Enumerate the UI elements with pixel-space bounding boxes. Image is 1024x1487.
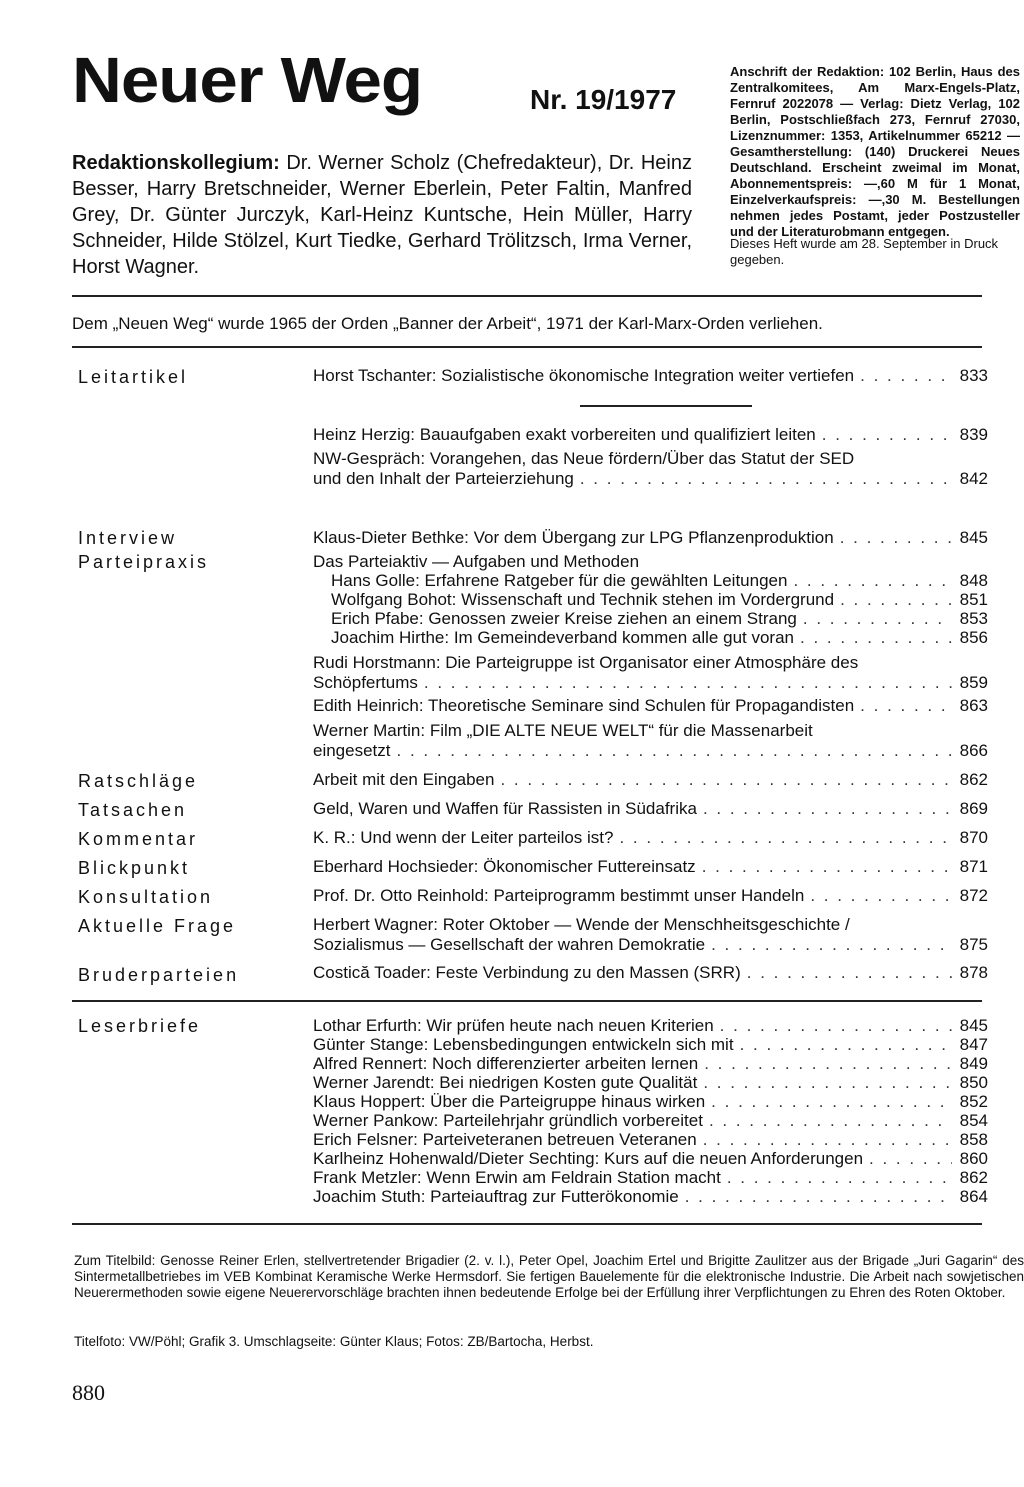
header-divider	[72, 295, 982, 297]
toc-entry	[313, 449, 988, 489]
page-ref: 866	[959, 741, 988, 760]
toc-title: Werner Jarendt: Bei niedrigen Kosten gute Qualität	[313, 1073, 698, 1092]
toc-entry	[313, 828, 988, 848]
toc-title: Das Parteiaktiv — Aufgaben und Methoden	[313, 552, 640, 571]
section-aktuelle-frage: Aktuelle Frage	[78, 916, 237, 936]
page-ref: 845	[959, 1016, 988, 1035]
toc-entry	[313, 1054, 988, 1074]
page-ref: 852	[959, 1092, 988, 1111]
section-kommentar: Kommentar	[78, 829, 199, 849]
page-ref: 842	[959, 469, 988, 488]
dot-leader	[619, 828, 952, 848]
toc-entry	[313, 963, 988, 983]
dot-leader	[810, 886, 952, 906]
dot-leader	[720, 1016, 952, 1036]
toc-title: NW-Gespräch: Vorangehen, das Neue fördern/Über das Statut der SED	[313, 449, 855, 468]
dot-leader	[711, 935, 952, 955]
page-ref: 862	[959, 1168, 988, 1187]
section-ratschlaege: Ratschläge	[78, 771, 199, 791]
section-interview: Interview	[78, 528, 178, 548]
toc-entry	[313, 1016, 988, 1036]
page-ref: 833	[959, 366, 988, 385]
page-ref: 858	[959, 1130, 988, 1149]
dot-leader	[685, 1187, 952, 1207]
imprint-text: Anschrift der Redaktion: 102 Berlin, Haus des Zentralkomitees, Am Marx-Engels-Platz, Fernruf 2022078 — Verlag: Dietz Verlag, 102 Berlin, Postschließfach 273, Fernruf 27030, Lizenznummer: 1353, Artikelnummer 65212 — Gesamtherstellung: (140) Druckerei Neues Deutschland. Erscheint zweimal im Monat, Abonnementspreis: —,60 M für 1 Monat, Einzelverkaufspreis: —,30 M. Bestellungen nehmen jedes Postamt, jeder Postzusteller und der Literaturobmann entgegen.	[730, 64, 1020, 239]
page-ref: 878	[959, 963, 988, 982]
toc-entry	[313, 696, 988, 716]
toc-entry	[313, 857, 988, 877]
toc-title: Eberhard Hochsieder: Ökonomischer Futtereinsatz	[313, 857, 696, 876]
toc-title: Joachim Stuth: Parteiauftrag zur Futterökonomie	[313, 1187, 679, 1206]
toc-title: Heinz Herzig: Bauaufgaben exakt vorbereiten und qualifiziert leiten	[313, 425, 816, 444]
dot-leader	[703, 799, 952, 819]
dot-leader	[703, 1073, 952, 1093]
magazine-title: Neuer Weg	[72, 44, 423, 116]
page-ref: 849	[959, 1054, 988, 1073]
dot-leader	[840, 590, 952, 610]
toc-title: Werner Martin: Film „DIE ALTE NEUE WELT“ für die Massenarbeit	[313, 721, 813, 740]
page-ref: 850	[959, 1073, 988, 1092]
page-ref: 875	[959, 935, 988, 954]
page-ref: 864	[959, 1187, 988, 1206]
dot-leader	[711, 1092, 952, 1112]
dot-leader	[709, 1111, 952, 1131]
page-ref: 859	[959, 673, 988, 692]
page-ref: 851	[959, 590, 988, 609]
toc-entry	[313, 1092, 988, 1112]
section-tatsachen: Tatsachen	[78, 800, 188, 820]
dot-leader	[860, 696, 952, 716]
page-ref: 860	[959, 1149, 988, 1168]
section-leitartikel: Leitartikel	[78, 367, 189, 387]
short-divider	[580, 405, 752, 407]
toc-entry	[313, 886, 988, 906]
dot-leader	[822, 425, 952, 445]
section-leserbriefe: Leserbriefe	[78, 1016, 202, 1036]
toc-title: Costică Toader: Feste Verbindung zu den Massen (SRR)	[313, 963, 741, 982]
page-ref: 862	[959, 770, 988, 789]
issue-number: Nr. 19/1977	[530, 84, 677, 115]
toc-title: Prof. Dr. Otto Reinhold: Parteiprogramm bestimmt unser Handeln	[313, 886, 805, 905]
dot-leader	[702, 857, 952, 877]
toc-title: Karlheinz Hohenwald/Dieter Sechting: Kurs auf die neuen Anforderungen	[313, 1149, 864, 1168]
footer-divider	[72, 1223, 982, 1225]
page-ref: 872	[959, 886, 988, 905]
toc-entry	[313, 653, 988, 693]
toc-entry	[313, 1187, 988, 1207]
page-ref: 848	[959, 571, 988, 590]
dot-leader	[740, 1035, 952, 1055]
toc-title: Geld, Waren und Waffen für Rassisten in Südafrika	[313, 799, 697, 818]
toc-title: Erich Pfabe: Genossen zweier Kreise ziehen an einem Strang	[331, 609, 797, 628]
toc-title: Klaus Hoppert: Über die Parteigruppe hinaus wirken	[313, 1092, 706, 1111]
toc-title: K. R.: Und wenn der Leiter parteilos ist?	[313, 828, 614, 847]
toc-title: Hans Golle: Erfahrene Ratgeber für die gewählten Leitungen	[331, 571, 788, 590]
dot-leader	[397, 741, 953, 761]
section-divider	[72, 1000, 982, 1002]
toc-entry	[331, 609, 988, 629]
section-parteipraxis: Parteipraxis	[78, 552, 210, 572]
cover-photo-caption: Zum Titelbild: Genosse Reiner Erlen, stellvertretender Brigadier (2. v. l.), Peter Opel, Joachim Ertel und Brigitte Zaulitzer aus der Brigade „Juri Gagarin“ des Sintermetallbetriebes im VEB Kombinat Keramische Werke Hermsdorf. Sie fertigen Bauelemente für die elektronische Industrie. Die Arbeit nach sowjetischen Neuerermethoden sowie eigene Neuerervorschläge brachten ihnen bedeutende Erfolge bei der Erfüllung ihrer Verpflichtungen zu Ehren des Roten Oktober.	[74, 1253, 1024, 1300]
toc-title: Frank Metzler: Wenn Erwin am Feldrain Station macht	[313, 1168, 721, 1187]
toc-entry	[331, 571, 988, 591]
section-blickpunkt: Blickpunkt	[78, 858, 191, 878]
toc-title: Lothar Erfurth: Wir prüfen heute nach neuen Kriterien	[313, 1016, 714, 1035]
toc-title: eingesetzt	[313, 741, 391, 760]
page-ref: 854	[959, 1111, 988, 1130]
toc-title: Erich Felsner: Parteiveteranen betreuen Veteranen	[313, 1130, 697, 1149]
toc-title: Günter Stange: Lebensbedingungen entwickeln sich mit	[313, 1035, 734, 1054]
dot-leader	[840, 528, 952, 548]
editorial-board	[72, 150, 692, 280]
dot-leader	[500, 770, 952, 790]
dot-leader	[803, 609, 952, 629]
section-konsultation: Konsultation	[78, 887, 214, 907]
dot-leader	[747, 963, 952, 983]
page-ref: 839	[959, 425, 988, 444]
toc-title: Edith Heinrich: Theoretische Seminare sind Schulen für Propagandisten	[313, 696, 855, 715]
page-ref: 847	[959, 1035, 988, 1054]
toc-entry	[313, 1035, 988, 1055]
toc-entry	[331, 628, 988, 648]
toc-entry	[313, 1149, 988, 1169]
toc-title: Sozialismus — Gesellschaft der wahren Demokratie	[313, 935, 706, 954]
toc-title: Arbeit mit den Eingaben	[313, 770, 495, 789]
toc-title: Werner Pankow: Parteilehrjahr gründlich vorbereitet	[313, 1111, 703, 1130]
dot-leader	[727, 1168, 952, 1188]
dot-leader	[860, 366, 952, 386]
toc-title: Herbert Wagner: Roter Oktober — Wende der Menschheitsgeschichte /	[313, 915, 850, 934]
toc-entry	[313, 1111, 988, 1131]
dot-leader	[793, 571, 952, 591]
dot-leader	[580, 469, 952, 489]
toc-title: Horst Tschanter: Sozialistische ökonomische Integration weiter vertiefen	[313, 366, 855, 385]
dot-leader	[703, 1130, 952, 1150]
toc-title: Klaus-Dieter Bethke: Vor dem Übergang zur LPG Pflanzenproduktion	[313, 528, 834, 547]
page-ref: 870	[959, 828, 988, 847]
dot-leader	[869, 1149, 952, 1169]
toc-title: Wolfgang Bohot: Wissenschaft und Technik stehen im Vordergrund	[331, 590, 835, 609]
toc-entry	[313, 366, 988, 386]
print-date-note: Dieses Heft wurde am 28. September in Druck gegeben.	[730, 236, 999, 267]
toc-entry	[313, 770, 988, 790]
toc-title: Rudi Horstmann: Die Parteigruppe ist Organisator einer Atmosphäre des	[313, 653, 859, 672]
toc-title: Joachim Hirthe: Im Gemeindeverband kommen alle gut voran	[331, 628, 794, 647]
page-ref: 869	[959, 799, 988, 818]
toc-entry	[313, 1168, 988, 1188]
toc-entry	[313, 528, 988, 548]
toc-entry	[313, 425, 988, 445]
toc-entry	[331, 590, 988, 610]
page-ref: 853	[959, 609, 988, 628]
section-bruderparteien: Bruderparteien	[78, 965, 240, 985]
toc-entry	[313, 552, 988, 572]
page-ref: 863	[959, 696, 988, 715]
editorial-board-label: Redaktionskollegium:	[72, 152, 280, 174]
toc-entry	[313, 1073, 988, 1093]
editorial-board-members: Dr. Werner Scholz (Chefredakteur), Dr. Heinz Besser, Harry Bretschneider, Werner Eberlein, Peter Faltin, Manfred Grey, Dr. Günter Jurczyk, Karl-Heinz Kuntsche, Hein Müller, Harry Schneider, Hilde Stölzel, Kurt Tiedke, Gerhard Trölitzsch, Irma Verner, Horst Wagner.	[72, 152, 692, 278]
award-line: Dem „Neuen Weg“ wurde 1965 der Orden „Banner der Arbeit“, 1971 der Karl-Marx-Orden verliehen.	[72, 314, 823, 333]
dot-leader	[424, 673, 952, 693]
dot-leader	[800, 628, 952, 648]
toc-title: Alfred Rennert: Noch differenzierter arbeiten lernen	[313, 1054, 699, 1073]
toc-entry	[313, 915, 988, 955]
page-ref: 845	[959, 528, 988, 547]
toc-entry	[313, 1130, 988, 1150]
toc-entry	[313, 721, 988, 761]
page-ref: 856	[959, 628, 988, 647]
dot-leader	[704, 1054, 952, 1074]
page-ref: 871	[959, 857, 988, 876]
page-number: 880	[72, 1380, 105, 1405]
toc-entry	[313, 799, 988, 819]
toc-title: und den Inhalt der Parteierziehung	[313, 469, 574, 488]
toc-title: Schöpfertums	[313, 673, 418, 692]
award-divider	[72, 346, 982, 348]
photo-credits: Titelfoto: VW/Pöhl; Grafik 3. Umschlagseite: Günter Klaus; Fotos: ZB/Bartocha, Herbst.	[74, 1334, 594, 1349]
